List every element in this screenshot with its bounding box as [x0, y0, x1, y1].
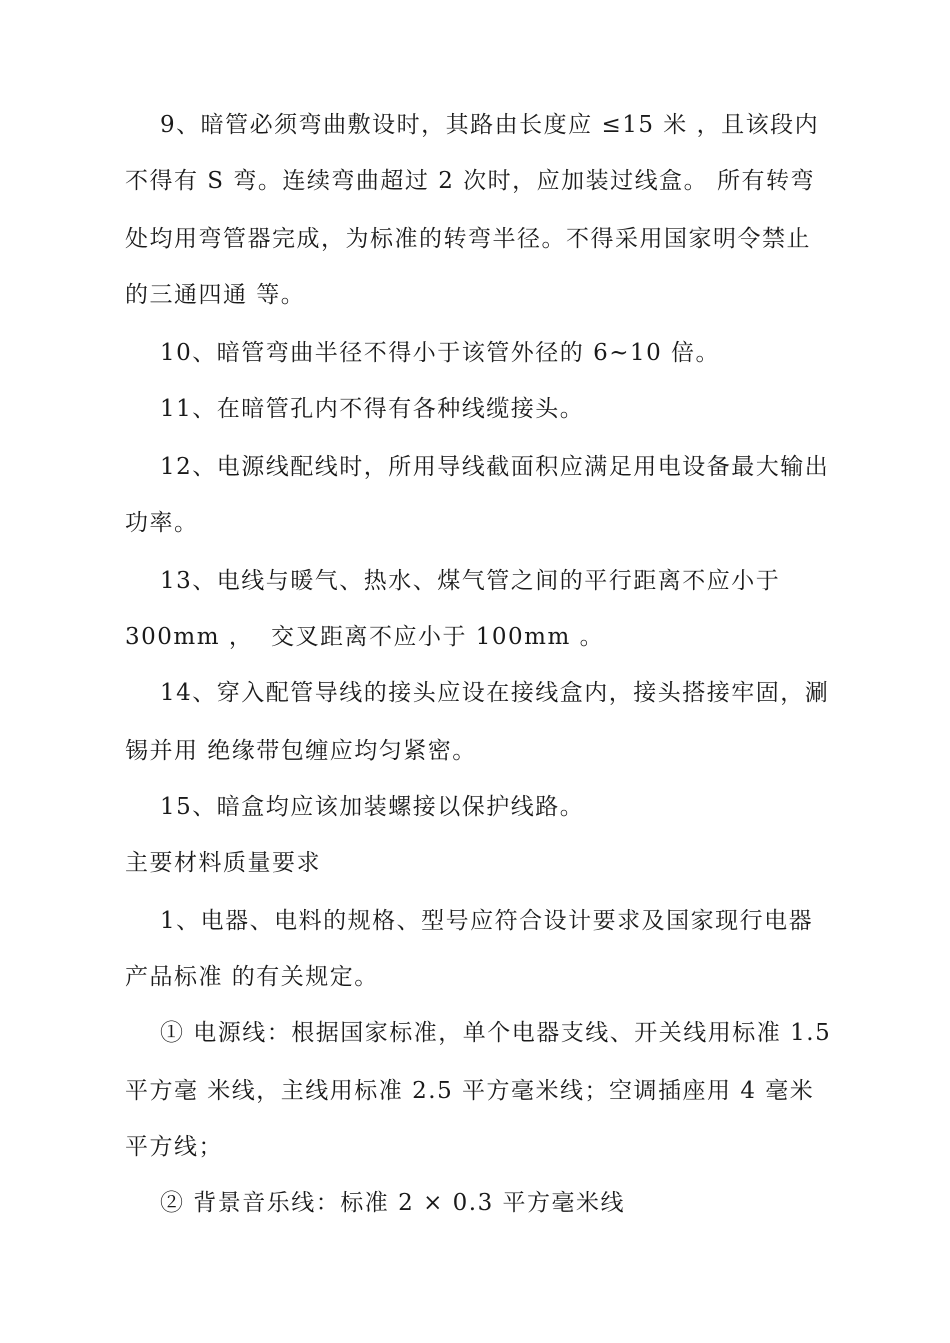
power-cable-line-3: 平方线；: [125, 1134, 223, 1160]
item-15: 15、暗盒均应该加装螺接以保护线路。: [160, 794, 585, 820]
item-9-line-4: 的三通四通 等。: [125, 282, 306, 308]
item-9-line-2: 不得有 S 弯。连续弯曲超过 2 次时，应加装过线盒。 所有转弯: [125, 168, 815, 194]
section-heading: 主要材料质量要求: [125, 850, 321, 876]
item-10: 10、暗管弯曲半径不得小于该管外径的 6~10 倍。: [160, 340, 721, 366]
item-12-line-1: 12、电源线配线时，所用导线截面积应满足用电设备最大输出: [160, 454, 830, 480]
material-item-1-line-1: 1、电器、电料的规格、型号应符合设计要求及国家现行电器: [160, 908, 814, 934]
item-12-line-2: 功率。: [125, 510, 199, 536]
item-13-line-2: 300mm ， 交叉距离不应小于 100mm 。: [125, 624, 605, 650]
item-14-line-2: 锡并用 绝缘带包缠应均匀紧密。: [125, 738, 477, 764]
power-cable-line-1: ① 电源线：根据国家标准，单个电器支线、开关线用标准 1.5: [160, 1020, 832, 1046]
item-13-line-1: 13、电线与暖气、热水、煤气管之间的平行距离不应小于: [160, 568, 781, 594]
item-9-line-3: 处均用弯管器完成，为标准的转弯半径。不得采用国家明令禁止: [125, 226, 811, 252]
item-11: 11、在暗管孔内不得有各种线缆接头。: [160, 396, 585, 422]
item-9-line-1: 9、暗管必须弯曲敷设时，其路由长度应 ≤15 米 ，且该段内: [160, 112, 820, 138]
bg-music-cable-line: ② 背景音乐线：标准 2 × 0.3 平方毫米线: [160, 1190, 626, 1216]
item-14-line-1: 14、穿入配管导线的接头应设在接线盒内，接头搭接牢固，涮: [160, 680, 830, 706]
power-cable-line-2: 平方毫 米线，主线用标准 2.5 平方毫米线；空调插座用 4 毫米: [125, 1078, 815, 1104]
material-item-1-line-2: 产品标准 的有关规定。: [125, 964, 379, 990]
